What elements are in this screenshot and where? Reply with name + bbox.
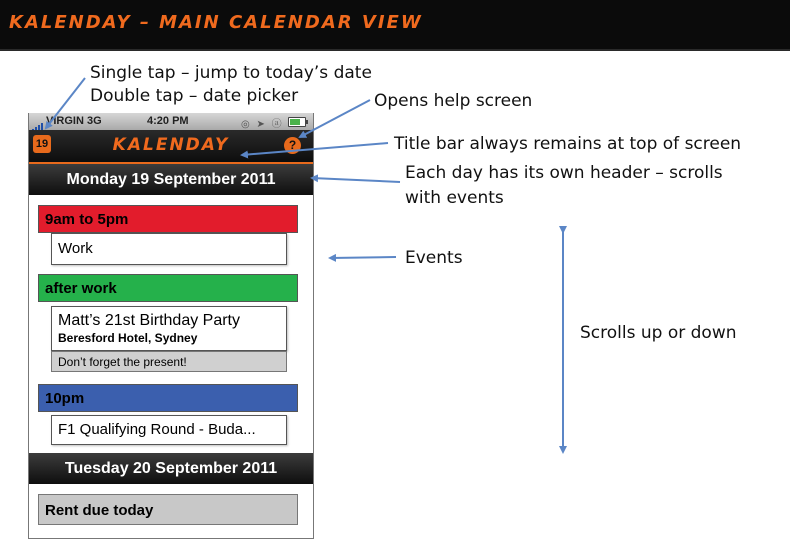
event-time-bar[interactable]: after work — [38, 274, 298, 302]
help-button[interactable]: ? — [284, 137, 301, 154]
phone-screen — [28, 113, 314, 539]
event-time-bar[interactable]: 9am to 5pm — [38, 205, 298, 233]
status-bar — [29, 113, 313, 130]
arrow-events — [330, 257, 396, 258]
today-button[interactable]: 19 — [33, 135, 51, 153]
event-title: Matt’s 21st Birthday Party — [58, 312, 240, 329]
note-help: Opens help screen — [374, 91, 533, 111]
slide-header — [0, 0, 790, 51]
status-icons: ◎ ➤ ⓐ — [241, 119, 284, 130]
app-title: KALENDAY — [112, 135, 230, 155]
note-events: Events — [405, 248, 463, 268]
note-single-tap: Single tap – jump to today’s date — [90, 63, 372, 83]
status-time: 4:20 PM — [147, 115, 189, 127]
battery-icon — [288, 117, 306, 127]
event-note: Don’t forget the present! — [51, 351, 287, 372]
event-rent[interactable]: Rent due today — [38, 494, 298, 525]
event-time-bar[interactable]: 10pm — [38, 384, 298, 412]
slide-title: KALENDAY – MAIN CALENDAR VIEW — [9, 12, 423, 33]
note-double-tap: Double tap – date picker — [90, 86, 299, 106]
title-bar — [29, 130, 313, 164]
event-card-f1[interactable]: F1 Qualifying Round - Buda... — [51, 415, 287, 445]
arrow-day-header — [312, 178, 400, 182]
day-header-tuesday: Tuesday 20 September 2011 — [29, 453, 313, 484]
note-day-header-line2: with events — [405, 188, 504, 208]
note-scroll: Scrolls up or down — [580, 323, 737, 343]
note-title-bar: Title bar always remains at top of screen — [394, 134, 742, 154]
event-location: Beresford Hotel, Sydney — [58, 331, 198, 345]
carrier-label: VIRGIN 3G — [46, 115, 102, 127]
event-card-birthday[interactable] — [51, 306, 287, 351]
event-card-work[interactable]: Work — [51, 233, 287, 265]
day-header-monday: Monday 19 September 2011 — [29, 164, 313, 195]
note-day-header-line1: Each day has its own header – scrolls — [405, 163, 723, 183]
